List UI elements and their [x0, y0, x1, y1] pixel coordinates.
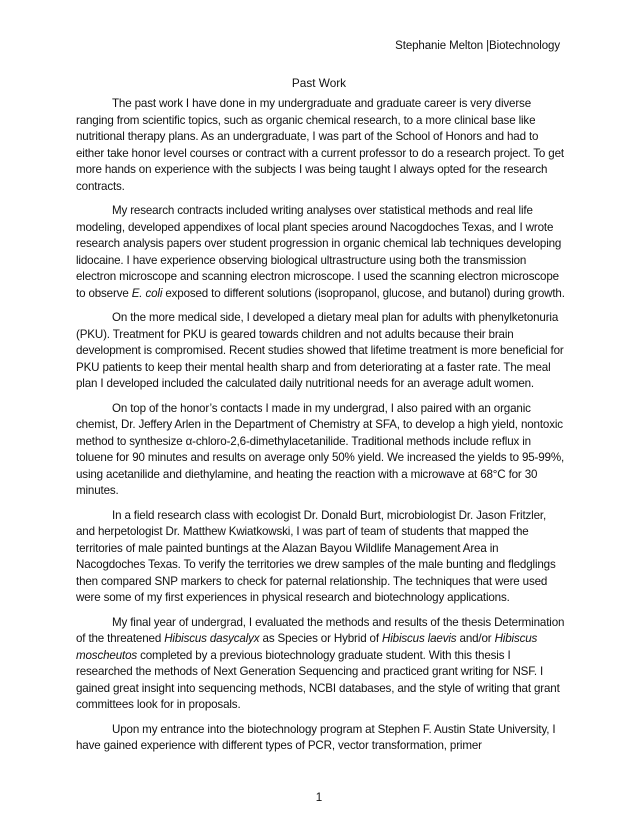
document-body	[76, 96, 566, 763]
text-run: and/or	[456, 632, 495, 645]
text-run: Upon my entrance into the biotechnology program at Stephen F. Austin State University, I have gained experience with different types of PCR, vector transformation, primer	[76, 722, 556, 752]
text-run: My research contracts included writing analyses over statistical methods and real life modeling, developed appendixes of local plant species around Nacogdoches Texas, and I wrote research analysis papers over student progression in organic chemical lab techniques developing lidocaine. I have experience observing biological ultrastructure using both the transmission electron microscope and scanning electron microscope. I used the scanning electron microscope to observe	[76, 204, 562, 300]
text-run: The past work I have done in my undergraduate and graduate career is very diverse ranging from scientific topics, such as organic chemical research, to a more clinical base like nutritional therapy plans. As an undergraduate, I was part of the School of Honors and had to either take honor level courses or contract with a current professor to do a research project. To get more hands on experience with the subjects I was being taught I always opted for the research contracts.	[76, 97, 564, 193]
running-header: Stephanie Melton |Biotechnology	[395, 40, 560, 52]
text-run: In a field research class with ecologist Dr. Donald Burt, microbiologist Dr. Jason Fritzler, and herpetologist Dr. Matthew Kwiatkowski, I was part of team of students that mapped the territories of male painted buntings at the Alazan Bayou Wildlife Management Area in Nacogdoches Texas. To verify the territories we drew samples of the male bunting and fledglings then compared SNP markers to check for paternal relationship. The techniques that were used were some of my first experiences in physical research and biotechnology applications.	[76, 508, 556, 604]
paragraph-p1	[76, 96, 566, 195]
paragraph-p5	[76, 508, 566, 607]
text-run: exposed to different solutions (isopropanol, glucose, and butanol) during growth.	[162, 286, 565, 300]
text-run: completed by a previous biotechnology graduate student. With this thesis I researched the methods of Next Generation Sequencing and practiced grant writing for NSF. I gained great insight into sequencing methods, NCBI databases, and the style of writing that grant committees look for in proposals.	[76, 648, 560, 711]
paragraph-p7	[76, 722, 566, 755]
italic-text: Hibiscus laevis	[382, 632, 457, 645]
paragraph-p2	[76, 203, 566, 302]
paragraph-p3	[76, 310, 566, 393]
page-number: 1	[315, 791, 323, 804]
text-run: On top of the honor’s contacts I made in my undergrad, I also paired with an organic chemist, Dr. Jeffery Arlen in the Department of Chemistry at SFA, to develop a high yield, nontoxic method to synthesize α-chloro-2,6-dimethylacetanilide. Traditional methods include reflux in toluene for 90 minutes and results on average only 50% yield. We increased the yields to 95-99%, using acetanilide and diethylamine, and heating the reaction with a microwave at 68°C for 30 minutes.	[76, 401, 565, 497]
text-run: On the more medical side, I developed a dietary meal plan for adults with phenylketonuria (PKU). Treatment for PKU is geared towards children and not adults because their brain development is compromised. Recent studies showed that lifetime treatment is more beneficial for PKU patients to keep their mental health sharp and from deteriorating at a faster rate. The meal plan I developed included the calculated daily nutritional needs for an average adult women.	[76, 311, 564, 390]
page-title: Past Work	[291, 76, 347, 90]
paragraph-p4	[76, 401, 566, 500]
italic-text: E. coli	[131, 286, 163, 300]
text-run: as Species or Hybrid of	[259, 632, 383, 645]
text-run: My final year of undergrad, I evaluated the methods and results of the thesis Determination of the threatened	[76, 615, 565, 645]
paragraph-p6	[76, 615, 566, 714]
italic-text: Hibiscus moscheutos	[76, 632, 538, 662]
italic-text: Hibiscus dasycalyx	[164, 632, 260, 645]
